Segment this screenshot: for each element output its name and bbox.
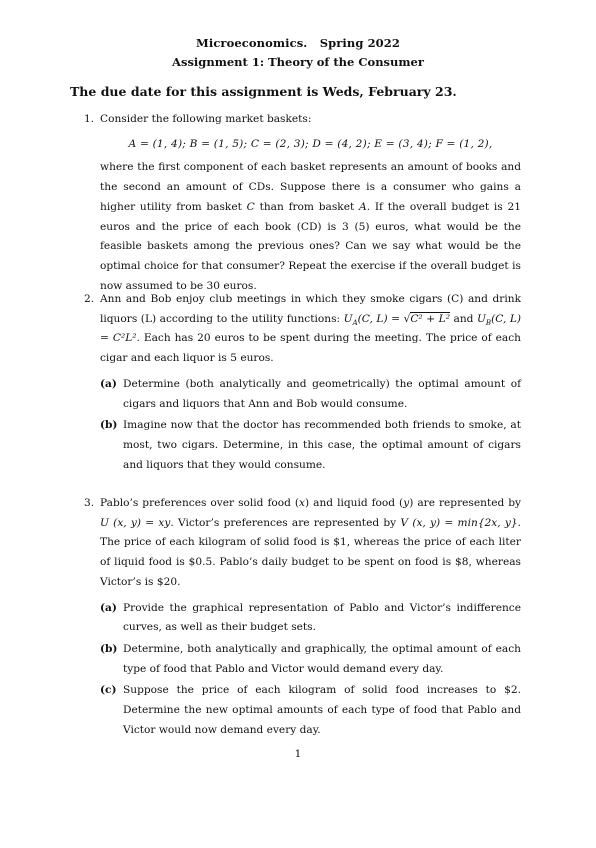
subquestion-text: Determine (both analytically and geometrically) the optimal amount of cigars and liquors that Ann and Bob would consume.	[123, 377, 521, 410]
course-title: Microeconomics. Spring 2022	[196, 36, 400, 50]
utility-symbol: U	[476, 312, 486, 325]
subquestion-b	[100, 640, 521, 679]
subquestion-label: (a)	[100, 377, 117, 390]
question-1	[84, 110, 521, 296]
utility-args: (C, L) =	[357, 312, 404, 325]
question-number: 3.	[84, 497, 95, 509]
question-body	[100, 494, 521, 593]
subquestion-text: Imagine now that the doctor has recommended both friends to smoke, at most, two cigars. Determine, in this case, the optimal amount of cigars and liquors that they would consume.	[123, 419, 521, 471]
utility-symbol: U	[343, 312, 353, 325]
market-baskets-formula: A = (1, 4); B = (1, 5); C = (2, 3); D = (4, 2); E = (3, 4); F = (1, 2),	[128, 137, 493, 150]
subquestion-text: Provide the graphical representation of Pablo and Victor’s indifference curves, as well as their budget sets.	[123, 601, 521, 634]
body-text: Pablo’s preferences over solid food (	[100, 497, 300, 509]
body-text: . If the overall budget is 21 euros and the price of each book (CD) is 3 (5) euros, what would be the feasible baskets among the previous ones? Can we say what would be the optimal choice for that consumer? Repeat the exercise if the overall budget is now assumed to be 30 euros.	[100, 200, 521, 292]
body-text: . The price of each kilogram of solid food is $1, whereas the price of each liter of liquid food is $0.5. Pablo’s daily budget to be spent on food is $8, whereas Victor’s is $20.	[100, 516, 521, 588]
body-text: Each has 20 euros to be spent during the meeting. The price of each cigar and each liquor is 5 euros.	[100, 332, 521, 365]
question-number: 2.	[84, 293, 95, 305]
question-number: 1.	[84, 113, 95, 125]
assignment-title: Assignment 1: Theory of the Consumer	[172, 55, 424, 69]
sqrt-symbol: √	[403, 312, 411, 325]
utility-args: (C, L) = C²L².	[100, 312, 522, 345]
body-text: . Victor’s preferences are represented by	[170, 516, 401, 529]
utility-subscript: A	[352, 318, 358, 327]
variable-y: y	[403, 497, 410, 509]
question-intro: Consider the following market baskets:	[100, 113, 312, 125]
utility-subscript: B	[485, 318, 492, 327]
body-text: ) and liquid food (	[305, 497, 404, 509]
pablo-utility: U (x, y) = xy	[100, 516, 171, 529]
body-text: ) are represented by	[409, 497, 522, 509]
question-body	[100, 290, 521, 369]
question-3	[84, 494, 522, 740]
body-text: Ann and Bob enjoy club meetings in which they smoke cigars (C) and drink liquors (L) according to the utility functions:	[100, 293, 521, 325]
subquestion-text: Determine, both analytically and graphically, the optimal amount of each type of food that Pablo and Victor would demand every day.	[123, 642, 521, 675]
subquestion-text: Suppose the price of each kilogram of solid food increases to $2. Determine the new optimal amounts of each type of food that Pablo and Victor would now demand every day.	[123, 684, 521, 736]
subquestion-label: (c)	[100, 684, 117, 697]
subquestion-c	[100, 681, 521, 740]
subquestion-a	[100, 375, 521, 414]
victor-utility: V (x, y) = min{2x, y}	[400, 516, 518, 529]
basket-c: C	[246, 200, 255, 213]
question-body	[100, 158, 521, 296]
basket-a: A	[359, 200, 367, 213]
sqrt-content: C² + L²	[410, 312, 450, 325]
subquestion-b	[100, 416, 521, 475]
page-number: 1	[294, 748, 302, 760]
subquestion-label: (b)	[100, 419, 118, 432]
subquestion-a	[100, 599, 521, 638]
body-text: where the first component of each basket represents an amount of books and the second an amount of CDs. Suppose there is a consumer who gains a higher utility from basket	[100, 161, 521, 213]
body-text: than from basket	[254, 200, 360, 213]
due-date-notice: The due date for this assignment is Weds, February 23.	[70, 84, 457, 99]
subquestion-label: (a)	[100, 601, 117, 614]
question-2	[84, 290, 522, 475]
variable-x: x	[299, 497, 306, 509]
body-text: and	[449, 312, 477, 325]
subquestion-label: (b)	[100, 642, 118, 655]
